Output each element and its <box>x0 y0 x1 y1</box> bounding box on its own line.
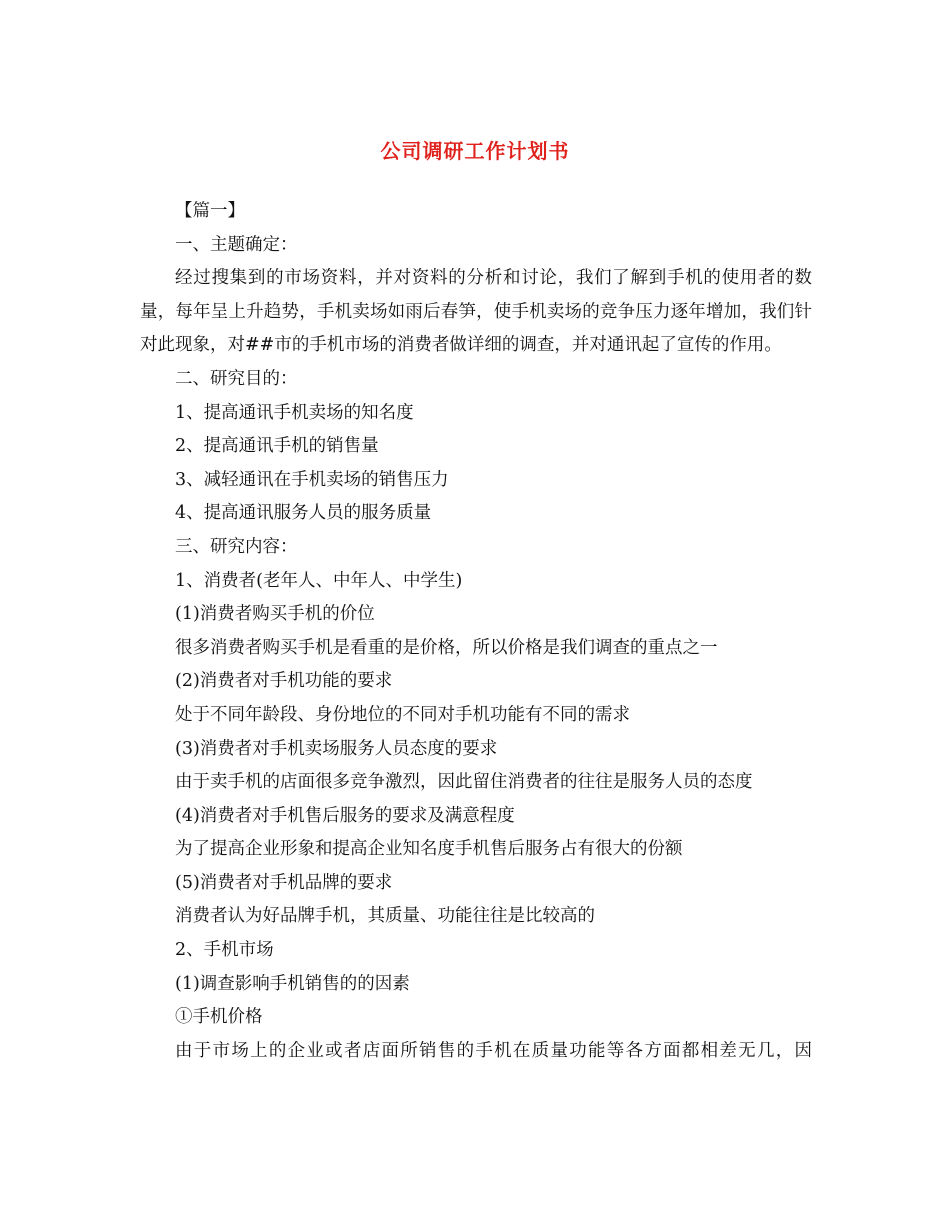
list-item: 4、提高通讯服务人员的服务质量 <box>175 503 432 524</box>
list-item: 3、减轻通讯在手机卖场的销售压力 <box>175 469 449 490</box>
text-line: 很多消费者购买手机是看重的是价格，所以价格是我们调查的重点之一 <box>175 637 718 658</box>
section-heading: 二、研究目的： <box>175 368 298 389</box>
text-line: 由于市场上的企业或者店面所销售的手机在质量功能等各方面都相差无几，因 <box>175 1040 812 1061</box>
sub-item: (1)调查影响手机销售的的因素 <box>175 973 410 994</box>
document-title: 公司调研工作计划书 <box>380 139 570 164</box>
sub-item: (5)消费者对手机品牌的要求 <box>175 872 393 893</box>
section-heading: 【篇一】 <box>175 201 245 221</box>
list-item: 2、手机市场 <box>175 940 274 961</box>
list-item: 1、提高通讯手机卖场的知名度 <box>175 402 414 423</box>
text-line: 消费者认为好品牌手机，其质量、功能往往是比较高的 <box>175 906 595 927</box>
sub-item: (2)消费者对手机功能的要求 <box>175 671 393 692</box>
list-item: 2、提高通讯手机的销售量 <box>175 436 379 457</box>
section-heading: 三、研究内容： <box>175 536 298 557</box>
paragraph: 经过搜集到的市场资料，并对资料的分析和讨论，我们了解到手机的使用者的数量，每年呈上升趋势，手机卖场如雨后春笋，使手机卖场的竞争压力逐年增加，我们针对此现象，对##市的手机市场的消费者做详细的调查，并对通讯起了宣传的作用。 <box>140 268 812 356</box>
sub-item: (1)消费者购买手机的价位 <box>175 604 375 625</box>
section-heading: 一、主题确定： <box>175 234 298 255</box>
sub-item: (3)消费者对手机卖场服务人员态度的要求 <box>175 738 498 759</box>
sub-item: ①手机价格 <box>175 1007 263 1028</box>
sub-item: (4)消费者对手机售后服务的要求及满意程度 <box>175 805 515 826</box>
document-body <box>140 195 812 1068</box>
text-line: 为了提高企业形象和提高企业知名度手机售后服务占有很大的份额 <box>175 839 683 860</box>
text-line: 处于不同年龄段、身份地位的不同对手机功能有不同的需求 <box>175 704 630 725</box>
list-item: 1、消费者(老年人、中年人、中学生) <box>175 570 463 591</box>
text-line: 由于卖手机的店面很多竞争激烈，因此留住消费者的往往是服务人员的态度 <box>175 772 753 793</box>
